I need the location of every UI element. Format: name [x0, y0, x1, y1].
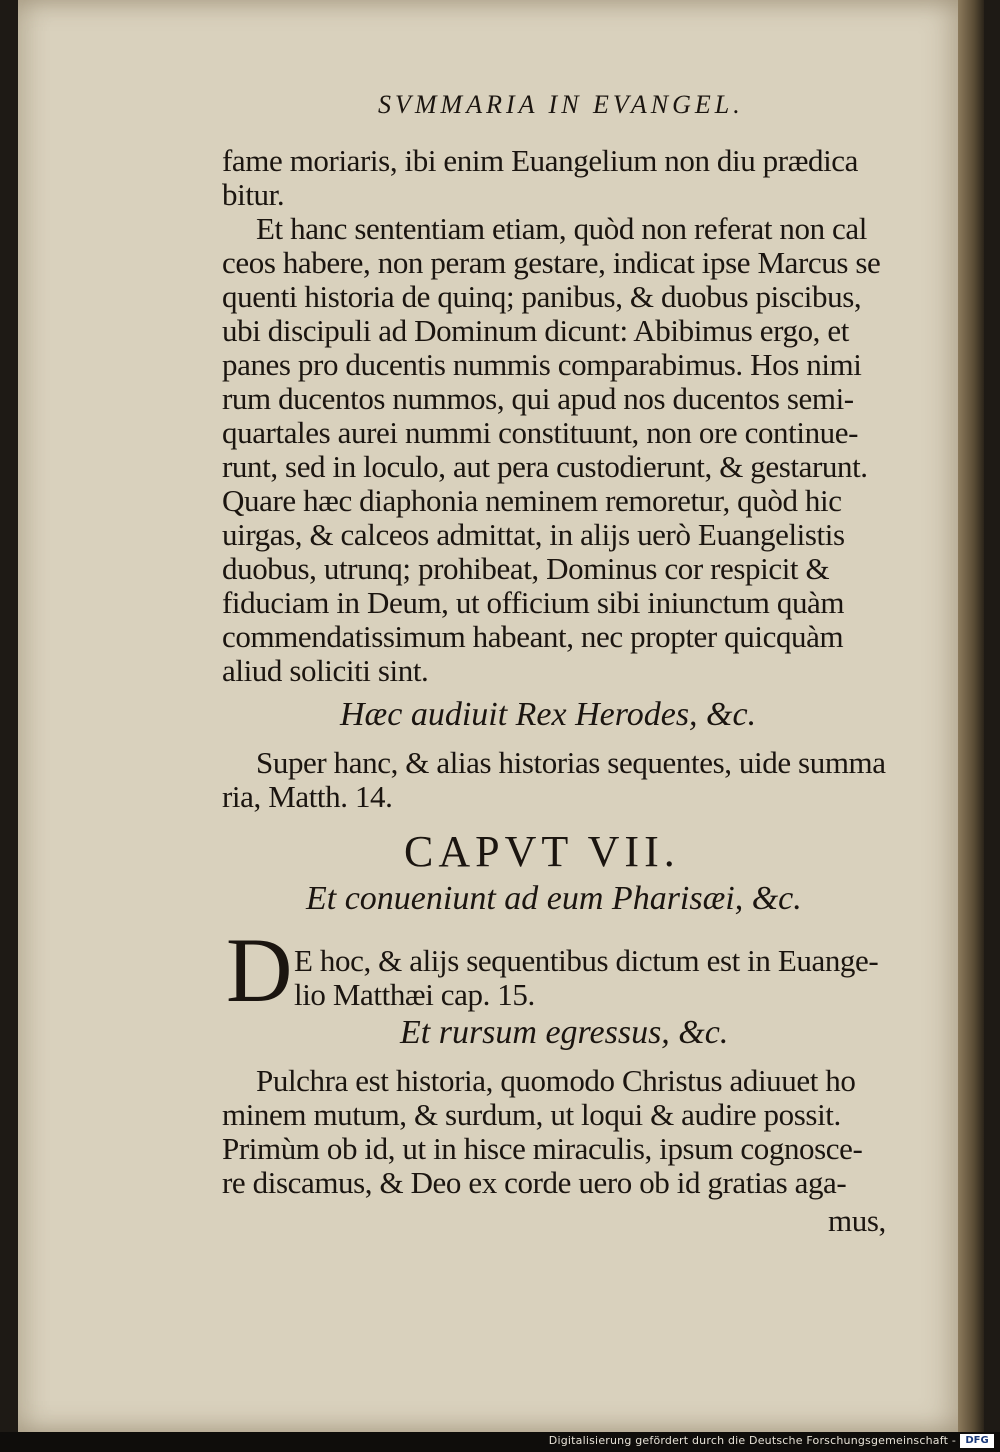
text-line: runt, sed in loculo, aut pera custodierunt, & gestarunt.	[222, 449, 868, 484]
text-line: fiduciam in Deum, ut officium sibi iniunctum quàm	[222, 585, 845, 620]
chapter-title: CAPVT VII.	[404, 827, 680, 876]
text-line: bitur.	[222, 177, 285, 212]
text-line: Super hanc, & alias historias sequentes, uide summa	[256, 745, 886, 780]
section-heading: Et conueniunt ad eum Pharisæi, &c.	[306, 880, 802, 917]
section-heading: Et rursum egressus, &c.	[400, 1014, 729, 1051]
text-line: E hoc, & aliјs sequentibus dictum est in Euange-	[294, 943, 879, 978]
page-edge	[958, 0, 984, 1432]
text-line: Pulchra est historia, quomodo Christus adiuuet ho	[256, 1063, 856, 1098]
text-line: uirgas, & calceos admittat, in aliјs uerò Euangelistis	[222, 517, 845, 552]
catchword: mus,	[828, 1203, 886, 1238]
text-line: quartales aurei nummi constituunt, non ore continue-	[222, 415, 859, 450]
dfg-logo: DFG	[960, 1434, 994, 1448]
text-line: minem mutum, & surdum, ut loqui & audire possit.	[222, 1097, 841, 1132]
text-line: lio Matthæi cap. 15.	[294, 977, 535, 1012]
text-line: quenti historia de quinq; panibus, & duobus piscibus,	[222, 279, 862, 314]
text-line: aliud soliciti sint.	[222, 653, 429, 688]
running-head: SVMMARIA IN EVANGEL.	[378, 90, 744, 119]
text-line: Primùm ob id, ut in hisce miraculis, ipsum cognosce-	[222, 1131, 863, 1166]
text-line: rum ducentos nummos, qui apud nos ducentos semi-	[222, 381, 854, 416]
text-line: panes pro ducentis nummis comparabimus. Hos nimi	[222, 347, 862, 382]
text-line: ubi discipuli ad Dominum dicunt: Abibimus ergo, et	[222, 313, 849, 348]
drop-cap: D	[226, 919, 293, 1021]
text-line: re discamus, & Deo ex corde uero ob id gratias aga-	[222, 1165, 847, 1200]
text-line: ceos habere, non peram gestare, indicat ipse Marcus se	[222, 245, 881, 280]
footer-credit: Digitalisierung gefördert durch die Deutsche Forschungsgemeinschaft -	[548, 1434, 956, 1447]
text-line: duobus, utrunq; prohibeat, Dominus cor respicit &	[222, 551, 830, 586]
text-line: commendatissimum habeant, nec propter quicquàm	[222, 619, 844, 654]
section-heading: Hæc audiuit Rex Herodes, &c.	[340, 696, 757, 733]
text-line: Et hanc sententiam etiam, quòd non referat non cal	[256, 211, 867, 246]
text-line: fame moriaris, ibi enim Euangelium non diu prædica	[222, 143, 859, 178]
text-line: ria, Matth. 14.	[222, 779, 393, 814]
text-line: Quare hæc diaphonia neminem remoretur, quòd hic	[222, 483, 842, 518]
